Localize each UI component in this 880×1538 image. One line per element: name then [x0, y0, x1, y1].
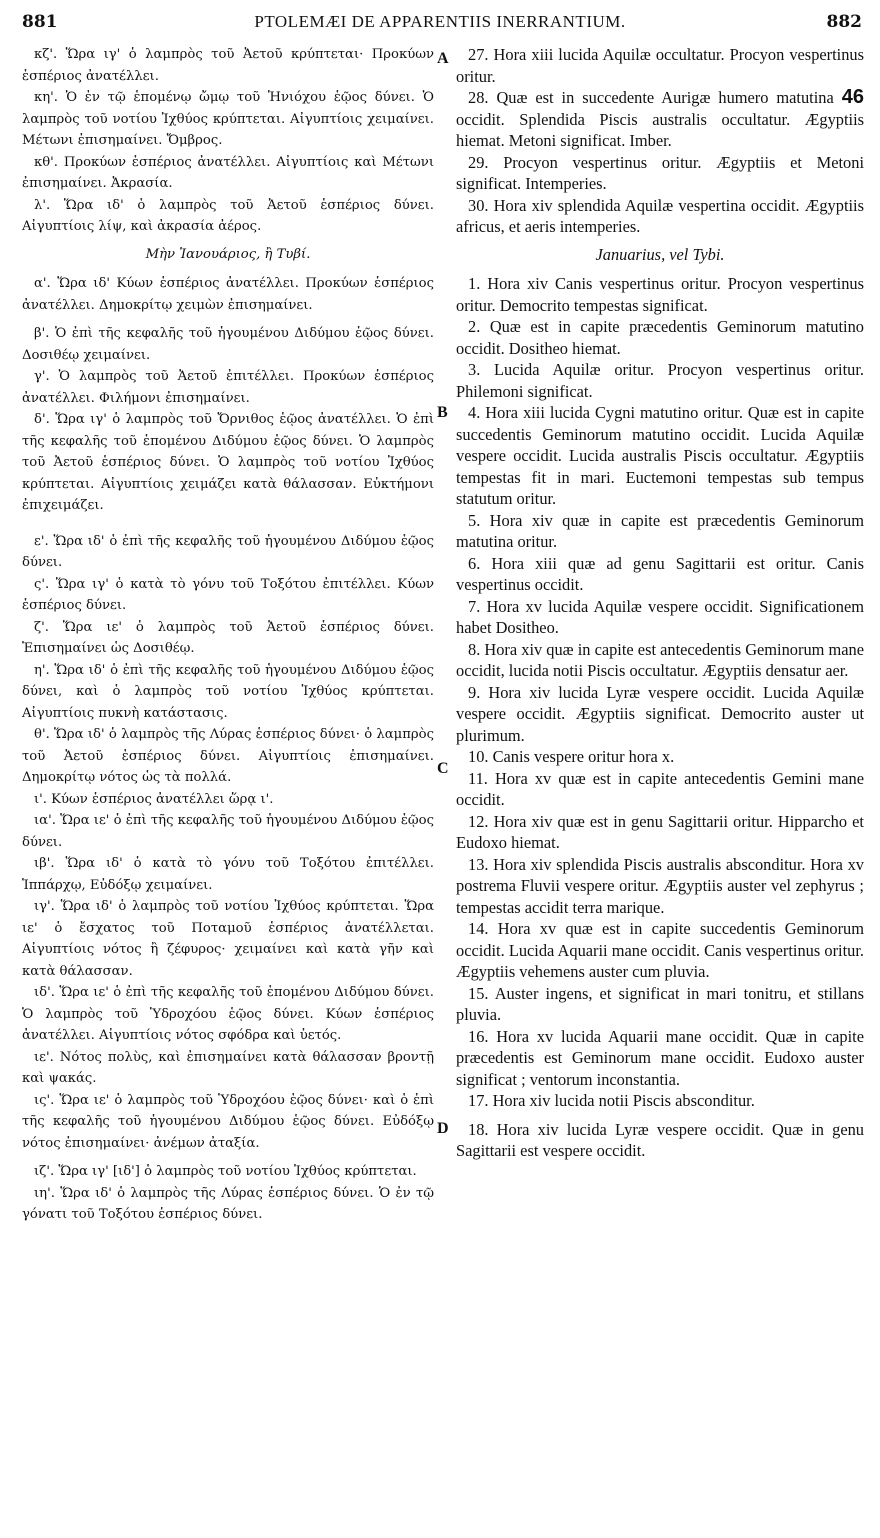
latin-entry: 30. Hora xiv splendida Aquilæ vespertina occidit. Ægyptiis africus, et aeris intemperies. [456, 195, 864, 236]
latin-entry: 2. Quæ est in capite præcedentis Geminorum matutino occidit. Dositheo hiemat. [456, 317, 864, 358]
latin-entry-part: 28. Quæ est in succedente Aurigæ humero matutina [468, 88, 834, 107]
leaf-number: 46 [841, 86, 864, 108]
latin-entry: 18. Hora xiv lucida Lyræ vespere occidit. Quæ in genu Sagittarii est vespere occidit. [456, 1119, 864, 1160]
greek-entry: β'. Ὁ ἐπὶ τῆς κεφαλῆς τοῦ ἡγουμένου Διδύμου ἑῷος δύνει. Δοσιθέῳ χειμαίνει. [22, 326, 434, 363]
greek-column [22, 44, 434, 1226]
greek-entry: θ'. Ὥρα ιδ' ὁ λαμπρὸς τῆς Λύρας ἑσπέριος δύνει· ὁ λαμπρὸς τοῦ Ἀετοῦ ἑσπέριος δύνει. Αἰγυπτίοις ἐπισημαίνει. Δημοκρίτῳ νότος ὡς τὰ πολλά. [22, 727, 434, 785]
greek-entry: ις'. Ὥρα ιε' ὁ λαμπρὸς τοῦ Ὑδροχόου ἑῷος δύνει· καὶ ὁ ἐπὶ τῆς κεφαλῆς τοῦ ἡγουμένου Διδύμου ἑῷος δύνει. Εὐδόξῳ νότος ἐπισημαίνει· ἀνέμων ἀταξία. [22, 1092, 434, 1151]
greek-entry: ε'. Ὥρα ιδ' ὁ ἐπὶ τῆς κεφαλῆς τοῦ ἡγουμένου Διδύμου ἑῷος δύνει. [22, 533, 434, 570]
greek-entry: ιζ'. Ὥρα ιγ' [ιδ'] ὁ λαμπρὸς τοῦ νοτίου Ἰχθύος κρύπτεται. [34, 1164, 417, 1179]
margin-marker-a: A [437, 50, 449, 67]
greek-entry: ι'. Κύων ἑσπέριος ἀνατέλλει ὥρᾳ ι'. [34, 791, 274, 807]
latin-section-title: Januarius, vel Tybi. [595, 244, 725, 264]
margin-marker-d: D [437, 1120, 449, 1137]
greek-entry: ς'. Ὥρα ιγ' ὁ κατὰ τὸ γόνυ τοῦ Τοξότου ἐπιτέλλει. Κύων ἑσπέριος δύνει. [22, 576, 434, 613]
latin-entry [456, 87, 864, 152]
greek-entry: α'. Ὥρα ιδ' Κύων ἑσπέριος ἀνατέλλει. Προκύων ἑσπέριος ἀνατέλλει. Δημοκρίτῳ χειμὼν ἐπισημαίνει. [22, 276, 434, 313]
latin-entry: 6. Hora xiii quæ ad genu Sagittarii est oritur. Canis vespertinus occidit. [456, 553, 864, 594]
latin-entry: 16. Hora xv lucida Aquarii mane occidit. Quæ in capite præcedentis est Geminorum mane occidit. Eudoxo auster significat ; ventorum inconstantia. [456, 1026, 864, 1089]
latin-entry: 13. Hora xiv splendida Piscis australis absconditur. Hora xv postrema Fluvii vespere oritur. Ægyptiis auster vel zephyrus ; tempestas accidit terra marique. [456, 854, 864, 917]
greek-entry: ιδ'. Ὥρα ιε' ὁ ἐπὶ τῆς κεφαλῆς τοῦ ἑπομένου Διδύμου δύνει. Ὁ λαμπρὸς τοῦ Ὑδροχόου ἑῷος δύνει. Κύων ἑσπέριος ἀνατέλλει. Αἰγυπτίοις νότος σφόδρα καὶ ὑετός. [22, 985, 434, 1043]
greek-entry: ιβ'. Ὥρα ιδ' ὁ κατὰ τὸ γόνυ τοῦ Τοξότου ἐπιτέλλει. Ἱππάρχῳ, Εὐδόξῳ χειμαίνει. [22, 856, 434, 893]
latin-entry: 15. Auster ingens, et significat in mari tonitru, et stillans pluvia. [456, 983, 864, 1024]
latin-entry: 12. Hora xiv quæ est in genu Sagittarii oritur. Hipparcho et Eudoxo hiemat. [456, 811, 864, 852]
latin-entry-part: occidit. Splendida Piscis australis occultatur. Ægyptiis hiemat. Metoni significat. Imber. [456, 109, 864, 150]
greek-entry: γ'. Ὁ λαμπρὸς τοῦ Ἀετοῦ ἐπιτέλλει. Προκύων ἑσπέριος ἀνατέλλει. Φιλήμονι ἐπισημαίνει. [22, 369, 434, 406]
latin-entry: 9. Hora xiv lucida Lyræ vespere occidit. Lucida Aquilæ vespere occidit. Ægyptiis significat. Democrito auster ut plurimum. [456, 682, 864, 745]
latin-entry: 3. Lucida Aquilæ oritur. Procyon vespertinus oritur. Philemoni significat. [456, 360, 864, 401]
latin-entry: 4. Hora xiii lucida Cygni matutino oritur. Quæ est in capite succedentis Geminorum matutino occidit. Lucida Aquilæ vespere occidit. Lucida australis Piscis occultatur. Ægyptiis tempestas fit in mari. Euctemoni tempestas sub tempus statutum oritur. [456, 403, 864, 508]
greek-section-title: Μὴν Ἰανουάριος, ἢ Τυβί. [145, 246, 311, 262]
latin-entry: 8. Hora xiv quæ in capite est antecedentis Geminorum mane occidit, lucida notii Piscis occultatur. Ægyptiis densatur aer. [456, 639, 864, 680]
greek-entry: η'. Ὥρα ιδ' ὁ ἐπὶ τῆς κεφαλῆς τοῦ ἡγουμένου Διδύμου ἑῷος δύνει, καὶ ὁ λαμπρὸς τοῦ νοτίου Ἰχθύος κρύπτεται. Αἰγυπτίοις πυκνὴ κατάστασις. [22, 662, 434, 721]
page-number-left: 881 [22, 12, 58, 32]
page-number-right: 882 [826, 12, 862, 32]
greek-entry: δ'. Ὥρα ιγ' ὁ λαμπρὸς τοῦ Ὄρνιθος ἑῷος ἀνατέλλει. Ὁ ἐπὶ τῆς κεφαλῆς τοῦ ἑπομένου Διδύμου ἑῷος δύνει. Ὁ λαμπρὸς τοῦ Ἀετοῦ ἑσπέριος δύνει. Ὁ λαμπρὸς τοῦ νοτίου Ἰχθύος κρύπτεται. Αἰγυπτίοις χειμάζει κατὰ θάλασσαν. Εὐκτήμονι ἐπιχειμάζει. [22, 412, 434, 513]
latin-entry: 10. Canis vespere oritur hora x. [468, 747, 675, 766]
greek-entry: λ'. Ὥρα ιδ' ὁ λαμπρὸς τοῦ Ἀετοῦ ἑσπέριος δύνει. Αἰγυπτίοις λίψ, καὶ ἀκρασία ἀέρος. [22, 197, 434, 234]
running-title: PTOLEMÆI DE APPARENTIIS INERRANTIUM. [254, 12, 626, 31]
margin-marker-b: B [437, 404, 448, 421]
latin-entry: 27. Hora xiii lucida Aquilæ occultatur. Procyon vespertinus oritur. [456, 45, 864, 86]
greek-entry: ιγ'. Ὥρα ιδ' ὁ λαμπρὸς τοῦ νοτίου Ἰχθύος κρύπτεται. Ὥρα ιε' ὁ ἔσχατος τοῦ Ποταμοῦ ἑσπέριος ἀνατέλλεται. Αἰγυπτίοις νότος ἢ ζέφυρος· χειμαίνει καὶ κατὰ γῆν καὶ κατὰ θάλασσαν. [22, 899, 434, 979]
greek-entry: κη'. Ὁ ἐν τῷ ἑπομένῳ ὤμῳ τοῦ Ἡνιόχου ἑῷος δύνει. Ὁ λαμπρὸς τοῦ νοτίου Ἰχθύος κρύπτεται. Αἰγυπτίοις χειμαίνει. Μέτωνι ἐπισημαίνει. Ὄμβρος. [22, 90, 434, 148]
running-header [0, 0, 880, 40]
latin-entry: 7. Hora xv lucida Aquilæ vespere occidit. Significationem habet Dositheo. [456, 596, 864, 637]
latin-entry: 11. Hora xv quæ est in capite antecedentis Gemini mane occidit. [456, 768, 864, 809]
latin-entry: 5. Hora xiv quæ in capite est præcedentis Geminorum matutina oritur. [456, 510, 864, 551]
greek-entry: ιη'. Ὥρα ιδ' ὁ λαμπρὸς τῆς Λύρας ἑσπέριος δύνει. Ὁ ἐν τῷ γόνατι τοῦ Τοξότου ἑσπέριος δύνει. [22, 1185, 434, 1222]
greek-entry: ζ'. Ὥρα ιε' ὁ λαμπρὸς τοῦ Ἀετοῦ ἑσπέριος δύνει. Ἐπισημαίνει ὡς Δοσιθέῳ. [22, 619, 434, 656]
greek-entry: κθ'. Προκύων ἑσπέριος ἀνατέλλει. Αἰγυπτίοις καὶ Μέτωνι ἐπισημαίνει. Ἀκρασία. [22, 154, 434, 191]
latin-entry: 1. Hora xiv Canis vespertinus oritur. Procyon vespertinus oritur. Democrito tempestas significat. [456, 274, 864, 315]
latin-entry: 29. Procyon vespertinus oritur. Ægyptiis et Metoni significat. Intemperies. [456, 152, 864, 193]
latin-entry: 14. Hora xv quæ est in capite succedentis Geminorum occidit. Lucida Aquarii mane occidit. Canis vespertinus oritur. Ægyptiis vehemens auster cum pluvia. [456, 919, 864, 981]
greek-entry: κζ'. Ὥρα ιγ' ὁ λαμπρὸς τοῦ Ἀετοῦ κρύπτεται· Προκύων ἑσπέριος ἀνατέλλει. [22, 47, 434, 84]
greek-entry: ια'. Ὥρα ιε' ὁ ἐπὶ τῆς κεφαλῆς τοῦ ἡγουμένου Διδύμου ἑῷος δύνει. [22, 813, 434, 850]
margin-marker-c: C [437, 760, 449, 777]
latin-column [456, 44, 864, 1162]
latin-entry: 17. Hora xiv lucida notii Piscis absconditur. [468, 1091, 755, 1110]
greek-entry: ιε'. Νότος πολὺς, καὶ ἐπισημαίνει κατὰ θάλασσαν βροντῇ καὶ ψακάς. [22, 1049, 434, 1086]
